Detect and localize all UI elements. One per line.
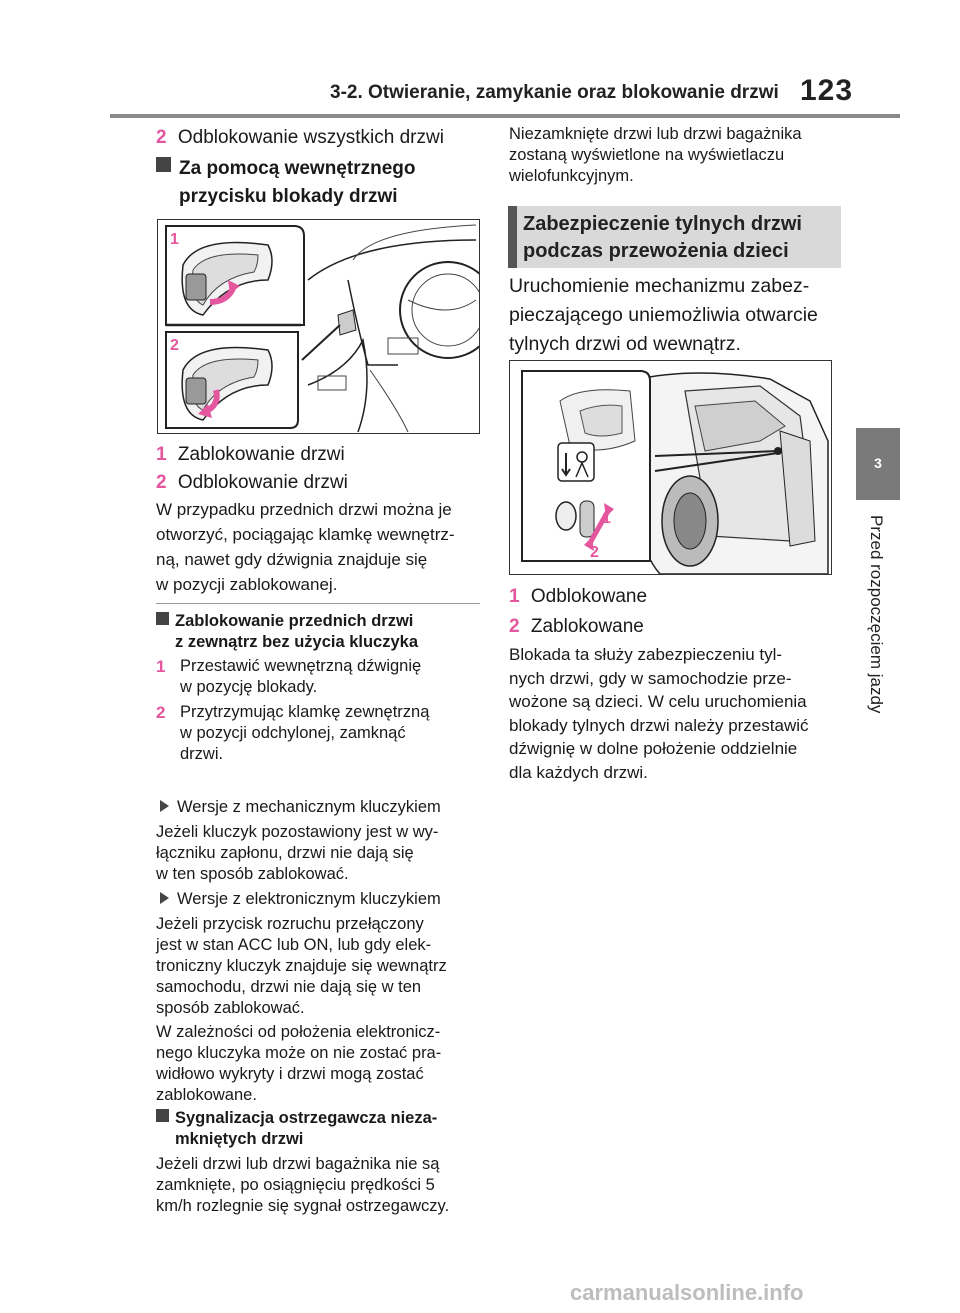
divider bbox=[156, 603, 480, 604]
heading-warning: Sygnalizacja ostrzegawcza nieza- bbox=[156, 1108, 437, 1129]
paragraph-key-detection: W zależności od położenia elektronicz- nego kluczyka może on nie zostać pra- widłowo wykryty i drzwi mogą zostać zablokowane. bbox=[156, 1023, 442, 1104]
square-bullet-icon bbox=[156, 612, 169, 625]
step-number: 1 bbox=[156, 444, 167, 465]
variant-electronic: Wersje z elektronicznym kluczykiem bbox=[160, 889, 441, 910]
heading-inside-button: Za pomocą wewnętrznego bbox=[156, 155, 415, 183]
figure2-label-2: 2 bbox=[590, 544, 599, 561]
header-rule bbox=[110, 114, 900, 118]
paragraph-warning: Jeżeli drzwi lub drzwi bagażnika nie są zamknięte, po osiągnięciu prędkości 5 km/h rozlegnie się sygnał ostrzegawczy. bbox=[156, 1155, 450, 1215]
figure2-label-1: 1 bbox=[602, 510, 611, 527]
heading-inside-button-line2: przycisku blokady drzwi bbox=[179, 186, 398, 207]
door-handle-illustration bbox=[158, 220, 479, 433]
section-heading: Zabezpieczenie tylnych drzwi podczas przewożenia dzieci bbox=[523, 213, 802, 262]
figure-door-lock-interior bbox=[157, 219, 480, 434]
chapter-title: Przed rozpoczęciem jazdy bbox=[867, 515, 886, 714]
step-text: Zablokowane bbox=[530, 616, 644, 637]
paragraph-display: Niezamknięte drzwi lub drzwi bagażnika zostaną wyświetlone na wyświetlaczu wielofunkcyjnym. bbox=[509, 125, 802, 185]
variant-mechanical: Wersje z mechanicznym kluczykiem bbox=[160, 797, 441, 818]
step-unlocked bbox=[509, 583, 647, 611]
triangle-bullet-icon bbox=[160, 892, 169, 904]
step-locked bbox=[509, 613, 644, 641]
section-title: 3-2. Otwieranie, zamykanie oraz blokowanie drzwi bbox=[330, 82, 779, 103]
heading-warning-line2: mkniętych drzwi bbox=[175, 1130, 304, 1148]
step-text: Odblokowane bbox=[530, 586, 648, 607]
heading-lock-outside-line2: z zewnątrz bez użycia kluczyka bbox=[175, 633, 419, 651]
square-bullet-icon bbox=[156, 1109, 169, 1122]
paragraph-child-lock-intro: Uruchomienie mechanizmu zabez- pieczającego uniemożliwia otwarcie tylnych drzwi od wewnątrz. bbox=[509, 275, 818, 355]
figure1-label-2: 2 bbox=[170, 337, 179, 354]
chapter-number: 3 bbox=[874, 455, 882, 471]
step-number: 2 bbox=[156, 472, 167, 493]
step-number: 2 bbox=[156, 127, 167, 148]
paragraph-child-lock: Blokada ta służy zabezpieczeniu tyl- nych drzwi, gdy w samochodzie prze- wożone są dzieci. W celu uruchomienia blokady tylnych drzwi należy przestawić dźwignię w dolne położenie oddzielnie dla każdych drzwi. bbox=[509, 645, 809, 782]
intro-step bbox=[156, 124, 444, 152]
step-number: 2 bbox=[509, 616, 520, 637]
step-text: Zablokowanie drzwi bbox=[177, 444, 345, 465]
child-lock-illustration bbox=[510, 361, 831, 574]
figure-child-lock bbox=[509, 360, 832, 575]
square-bullet-icon bbox=[156, 157, 171, 172]
step-text: Odblokowanie wszystkich drzwi bbox=[177, 127, 444, 148]
step-number: 1 bbox=[509, 586, 520, 607]
watermark: carmanualsonline.info bbox=[570, 1280, 804, 1305]
step-lock bbox=[156, 441, 345, 469]
variant-electronic-text: Jeżeli przycisk rozruchu przełączony jest w stan ACC lub ON, lub gdy elek- troniczny kluczyk znajduje się wewnątrz samochodu, drzwi nie dają się w ten sposób zablokować. bbox=[156, 915, 447, 1017]
figure1-label-1: 1 bbox=[170, 231, 179, 248]
variant-mechanical-text: Jeżeli kluczyk pozostawiony jest w wy- łączniku zapłonu, drzwi nie dają się w ten sposób zablokować. bbox=[156, 823, 439, 883]
step-text: Odblokowanie drzwi bbox=[177, 472, 348, 493]
step-unlock bbox=[156, 469, 348, 497]
triangle-bullet-icon bbox=[160, 800, 169, 812]
page-number: 123 bbox=[800, 74, 854, 107]
paragraph-front-doors: W przypadku przednich drzwi można je otworzyć, pociągając klamkę wewnętrz- ną, nawet gdy dźwignia znajduje się w pozycji zablokowanej. bbox=[156, 500, 455, 594]
heading-lock-outside: Zablokowanie przednich drzwi bbox=[156, 611, 413, 632]
